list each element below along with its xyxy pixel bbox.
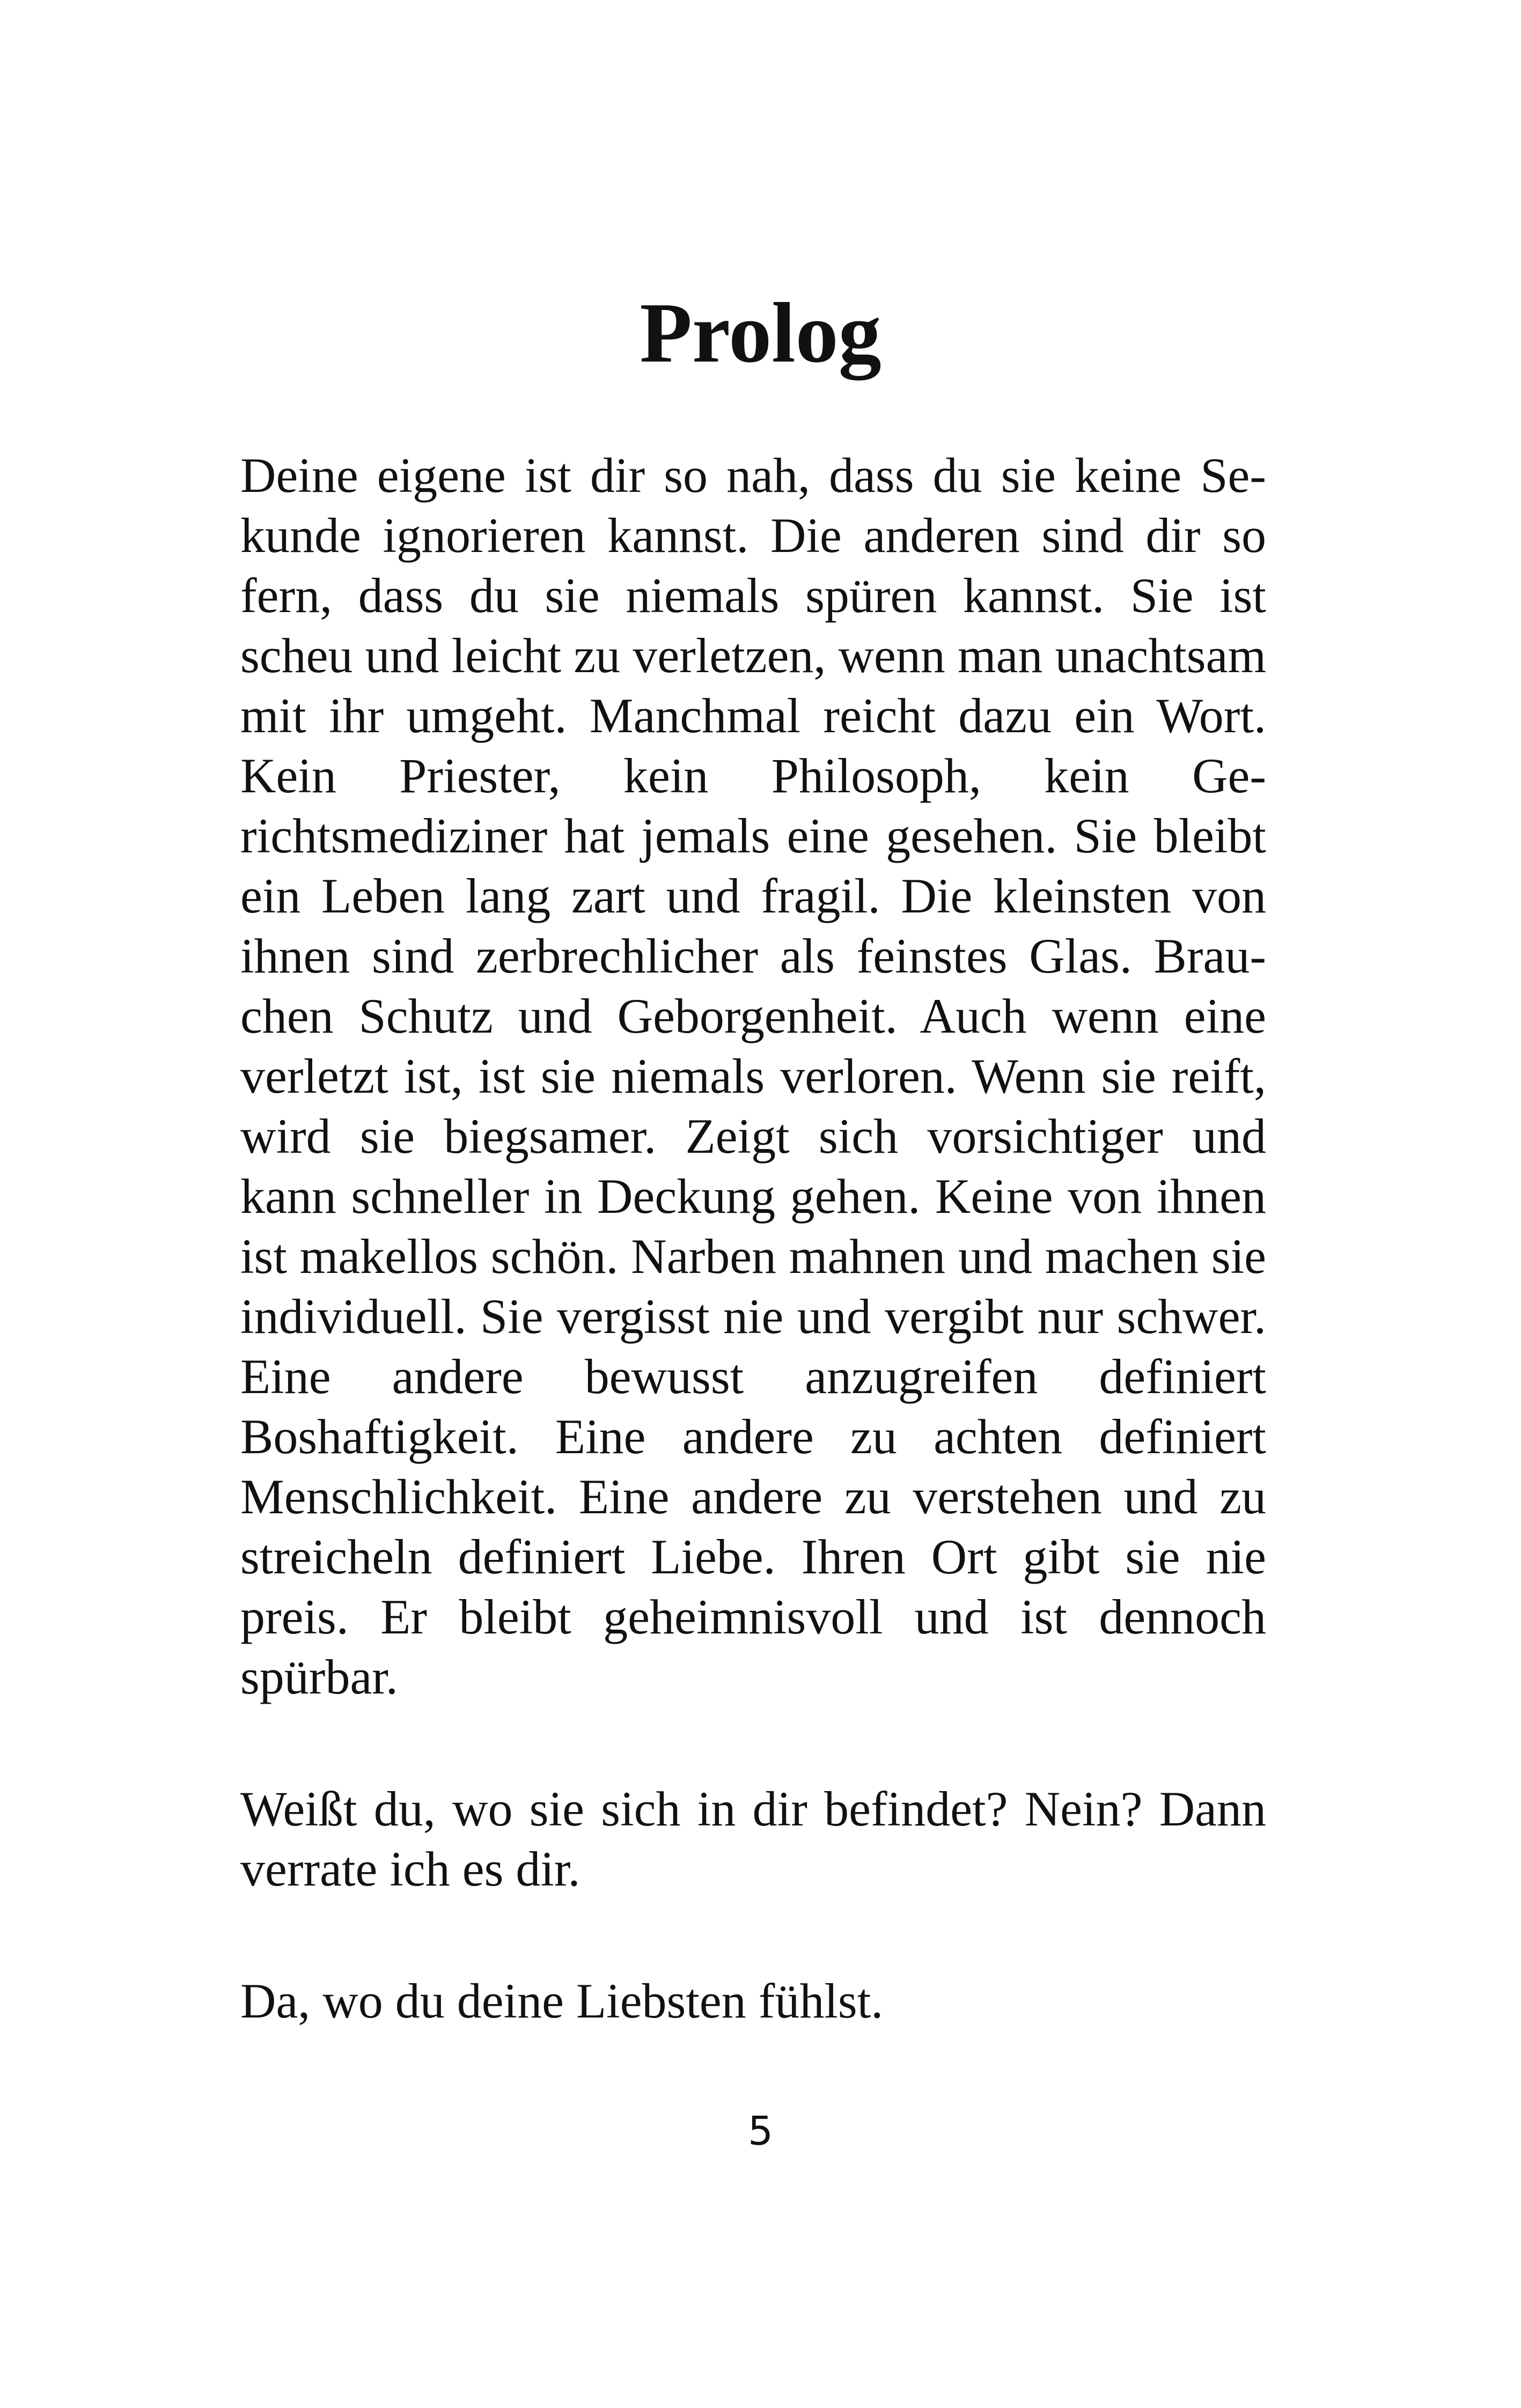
- chapter-body: [240, 445, 1266, 2031]
- body-paragraph-3: Da, wo du deine Liebsten fühlst.: [240, 1973, 884, 2028]
- page-number: 5: [747, 2108, 774, 2154]
- body-paragraph-2: Weißt du, wo sie sich in dir befindet? Nein? Dann verrate ich es dir.: [240, 1781, 1266, 1896]
- chapter-title: Prolog: [640, 285, 881, 380]
- body-paragraph-1: Deine eigene ist dir so nah, dass du sie keine Sekunde ignorieren kannst. Die anderen sind dir so fern, dass du sie niemals spüren kannst. Sie ist scheu und leicht zu verletzen, wenn man unachtsam mit ihr umgeht. Manchmal reicht dazu ein Wort. Kein Priester, kein Philosoph, kein Gerichtsmediziner hat jemals eine gesehen. Sie bleibt ein Leben lang zart und fragil. Die kleinsten von ihnen sind zerbrechlicher als feinstes Glas. Brauchen Schutz und Geborgenheit. Auch wenn eine verletzt ist, ist sie niemals verloren. Wenn sie reift, wird sie biegsamer. Zeigt sich vorsichtiger und kann schneller in Deckung gehen. Keine von ihnen ist makellos schön. Narben mahnen und machen sie individuell. Sie vergisst nie und vergibt nur schwer. Eine andere bewusst anzugreifen definiert Boshaftigkeit. Eine andere zu achten definiert Menschlichkeit. Eine andere zu verstehen und zu streicheln definiert Liebe. Ihren Ort gibt sie nie preis. Er bleibt geheimnisvoll und ist dennoch spürbar.: [240, 448, 1266, 1704]
